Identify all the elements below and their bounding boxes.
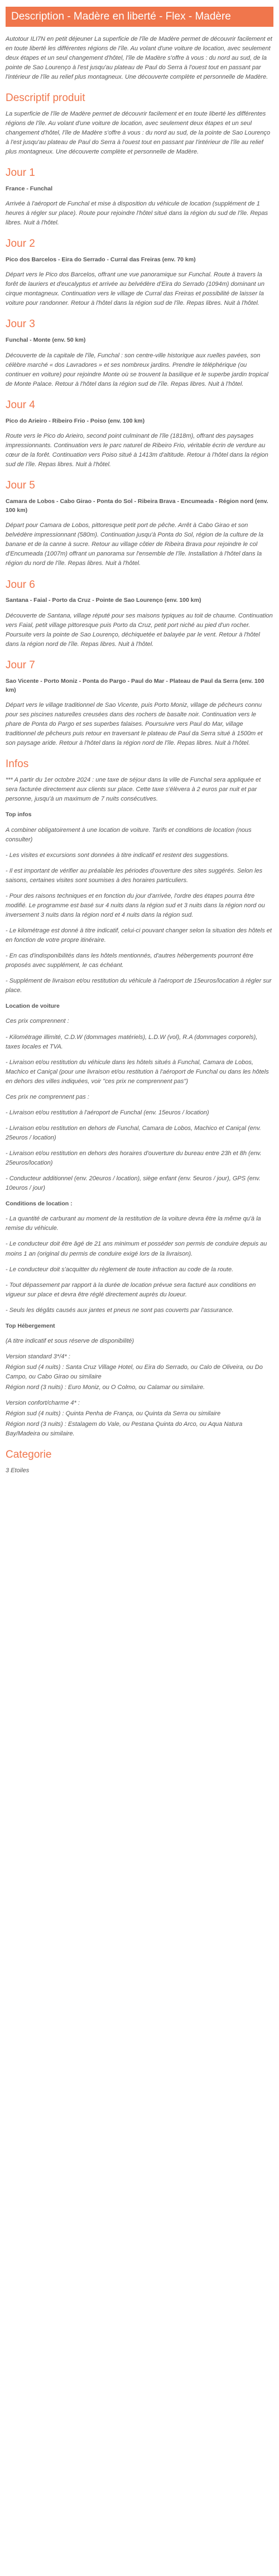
version-standard-block	[6, 1352, 273, 1392]
day-route: Pico dos Barcelos - Eira do Serrado - Curral das Freiras (env. 70 km)	[6, 256, 196, 264]
day-description: Départ vers le Pico dos Barcelos, offrant une vue panoramique sur Funchal. Route à travers la forêt de lauriers et d'eucalyptus et arrivée au belvédère d'Eira do Serrado (1094m) dominant un cirque montagneux. Continuation vers le village de Curral das Freiras et possibilité de laisser la voiture pour randonner. Retour à l'hôtel dans la région sud de l'île. Repas libres. Nuit à l'hôtel.	[6, 271, 265, 307]
day-heading: Jour 5	[6, 479, 35, 491]
info-bullet: - Le kilométrage est donné à titre indicatif, celui-ci pouvant changer selon la situation des hôtels et en fonction de votre propre itinéraire.	[6, 927, 272, 944]
condition-item: - Le conducteur doit être âgé de 21 ans minimum et posséder son permis de conduire depuis au moins 1 an (original du permis de conduire exigé lors de la livraison).	[6, 1241, 267, 1257]
day-description: Route vers le Pico do Arieiro, second point culminant de l'île (1818m), offrant des paysages impressionnants. Continuation vers le parc naturel de Ribeiro Frio, véritable écrin de verdure au cœur de la forêt. Continuation vers Poiso situé à 1413m d'altitude. Retour à l'hôtel dans la région sud de l'île. Repas libres. Nuit à l'hôtel.	[6, 432, 268, 468]
prix-ne-comprend-label: Ces prix ne comprennent pas :	[6, 1093, 89, 1100]
ne-comprend-item: - Livraison et/ou restitution en dehors de Funchal, Camara de Lobos, Machico et Caniçal (env. 25euros / location)	[6, 1124, 261, 1141]
version-standard-line: Région sud (4 nuits) : Santa Cruz Village Hotel, ou Eira do Serrado, ou Calo de Oliveira, ou Do Campo, ou Cabo Girao ou similaire	[6, 1364, 263, 1381]
location-label: Location de voiture	[6, 1003, 60, 1010]
version-standard-label: Version standard 3*/4* :	[6, 1353, 70, 1361]
prix-ne-comprend-list	[6, 1108, 273, 1193]
ne-comprend-item: - Conducteur additionnel (env. 20euros / location), siège enfant (env. 5euros / jour), GPS (env. 10euros / jour)	[6, 1175, 261, 1192]
top-infos-intro: A combiner obligatoirement à une location de voiture. Tarifs et conditions de location (nous consulter)	[6, 826, 252, 843]
day-heading: Jour 1	[6, 167, 35, 179]
intro-text: Autotour ILI7N en petit déjeuner La superficie de l'île de Madère permet de découvrir facilement et en toute liberté les différentes régions de l'île. Au volant d'une voiture de location, avec seulement deux étapes et un seul changement d'hôtel, l'île de Madère s'offre à vous : du nord au sud, de la pointe de Sao Lourenço à l'est jusqu'au plateau de Paul do Serra à l'ouest tout en passant par l'intérieur de l'île au relief plus montagneux. Une découverte complète et personnelle de Madère.	[6, 35, 272, 80]
day-route: Funchal - Monte (env. 50 km)	[6, 337, 86, 344]
prix-comprend-text: - Kilométrage illimité, C.D.W (dommages matériels), L.D.W (vol), R.A (dommages corporels), taxes locales et TVA.	[6, 1033, 258, 1050]
day-heading: Jour 6	[6, 578, 35, 591]
info-bullet: - Il est important de vérifier au préalable les périodes d'ouverture des sites suggérés. Selon les saisons, certaines visites sont soumises à des horaires particuliers.	[6, 867, 263, 884]
hebergement-label: Top Hébergement	[6, 1322, 55, 1329]
version-confort-block	[6, 1399, 273, 1439]
top-infos-list	[6, 851, 273, 996]
day-heading: Jour 2	[6, 238, 35, 250]
condition-item: - Tout dépassement par rapport à la durée de location prévue sera facturé aux conditions en vigueur sur place et devra être réglé directement auprès du loueur.	[6, 1281, 256, 1298]
day-heading: Jour 4	[6, 399, 35, 411]
conditions-label: Conditions de location :	[6, 1200, 73, 1208]
day-heading: Jour 3	[6, 318, 35, 331]
info-bullet: - En cas d'indisponibilités dans les hôtels mentionnés, d'autres hébergements pourront être proposés avec supplément, le cas échéant.	[6, 952, 253, 969]
info-bullet: - Supplément de livraison et/ou restitution du véhicule à l'aéroport de 15euros/location à régler sur place.	[6, 978, 272, 994]
day-description: Départ pour Camara de Lobos, pittoresque petit port de pêche. Arrêt à Cabo Girao et son belvédère impressionnant (580m). Continuation jusqu'à Ponta do Sol, région de la culture de la banane et de la canne à sucre. Retour au village côtier de Ribeira Brava pour rejoindre le col d'Encumeada (1007m) offrant un panorama sur l'ensemble de l'île. Installation à l'hôtel dans la région du nord de l'île. Repas libres. Nuit à l'hôtel.	[6, 522, 263, 567]
ne-comprend-item: - Livraison et/ou restitution en dehors des horaires d'ouverture du bureau entre 23h et 8h (env. 25euros/location)	[6, 1150, 262, 1166]
day-description: Découverte de la capitale de l'île, Funchal : son centre-ville historique aux ruelles pavées, son célèbre marché « dos Lavradores » et ses nombreux jardins. Prendre le téléphérique (ou continuer en voiture) pour rejoindre Monte où se trouvent la basilique et le superbe jardin tropical de Monte Palace. Retour à l'hôtel dans la région sud de l'île. Repas libres. Nuit à l'hôtel.	[6, 352, 268, 387]
day-route: Camara de Lobos - Cabo Girao - Ponta do Sol - Ribeira Brava - Encumeada - Région nord (env. 100 km)	[6, 497, 268, 514]
tax-notice: *** A partir du 1er octobre 2024 : une taxe de séjour dans la ville de Funchal sera appliquée et sera facturée directement aux clients sur place. Cette taxe s'élèvera à 2 euros par nuit et par personne, jusqu'à un maximum de 7 nuits consécutives.	[6, 777, 261, 803]
ne-comprend-item: - Livraison et/ou restitution à l'aéroport de Funchal (env. 15euros / location)	[6, 1109, 209, 1116]
livraison-text: - Livraison et/ou restitution du véhicule dans les hôtels situés à Funchal, Camara de Lobos, Machico et Caniçal (pour une livraison et/ou restitution à l'aéroport de Funchal ou dans les hôtels en dehors des villes indiquées, voir "ces prix ne comprennent pas")	[6, 1059, 269, 1085]
prix-comprend-label: Ces prix comprennent :	[6, 1018, 69, 1025]
condition-item: - Seuls les dégâts causés aux jantes et pneus ne sont pas couverts par l'assurance.	[6, 1306, 234, 1314]
categorie-value: 3 Etoiles	[6, 1467, 30, 1474]
version-confort-label: Version confort/charme 4* :	[6, 1400, 80, 1407]
version-confort-line: Région sud (4 nuits) : Quinta Penha de França, ou Quinta da Serra ou similaire	[6, 1410, 221, 1418]
day-route: France - Funchal	[6, 185, 53, 192]
version-standard-line: Région nord (3 nuits) : Euro Moniz, ou O Colmo, ou Calamar ou similaire.	[6, 1384, 205, 1391]
descriptif-text: La superficie de l'île de Madère permet de découvrir facilement et en toute liberté les différentes régions de l'île. Au volant d'une voiture de location, avec seulement deux étapes et un seul changement d'hôtel, l'île de Madère s'offre à vous : du nord au sud, de la pointe de Sao Lourenço à l'est jusqu'au plateau de Paul do Serra à l'ouest tout en passant par l'intérieur de l'île au relief plus montagneux. Une découverte complète et personnelle de Madère.	[6, 110, 271, 155]
condition-item: - La quantité de carburant au moment de la restitution de la voiture devra être la même qu'à la remise du véhicule.	[6, 1215, 261, 1232]
version-confort-line: Région nord (3 nuits) : Estalagem do Vale, ou Pestana Quinta do Arco, ou Aqua Natura Bay/Madeira ou similaire.	[6, 1421, 243, 1438]
day-route: Sao Vicente - Porto Moniz - Ponta do Pargo - Paul do Mar - Plateau de Paul da Serra (env. 100 km)	[6, 677, 264, 693]
day-heading: Jour 7	[6, 659, 35, 671]
descriptif-heading: Descriptif produit	[6, 92, 85, 104]
info-bullet: - Les visites et excursions sont données à titre indicatif et restent des suggestions.	[6, 851, 229, 859]
infos-heading: Infos	[6, 758, 29, 770]
page-title: Description - Madère en liberté - Flex - Madère	[6, 7, 273, 27]
day-description: Départ vers le village traditionnel de Sao Vicente, puis Porto Moniz, village de pêcheurs connu pour ses piscines naturelles creusées dans des rochers de basalte noir. Continuation vers le phare de Ponta do Pargo et ses superbes falaises. Poursuivre vers Paul do Mar, village traditionnel de pêcheurs puis retour en traversant le plateau de Paul da Serra situé à 1500m et son paysage aride. Retour à l'hôtel dans la région nord de l'île. Repas libres. Nuit à l'hôtel.	[6, 702, 263, 747]
day-description: Arrivée à l'aéroport de Funchal et mise à disposition du véhicule de location (supplément de 1 heures à régler sur place). Route pour rejoindre l'hôtel situé dans la région du sud de l'île. Repas libres. Nuit à l'hôtel.	[6, 200, 268, 227]
day-route: Santana - Faial - Porto da Cruz - Pointe de Sao Lourenço (env. 100 km)	[6, 597, 201, 604]
day-route: Pico do Arieiro - Ribeiro Frio - Poiso (env. 100 km)	[6, 417, 145, 424]
day-description: Découverte de Santana, village réputé pour ses maisons typiques au toit de chaume. Continuation vers Faial, petit village pittoresque puis Porto da Cruz, petit port niché au pied d'un rocher. Poursuite vers la pointe de Sao Lourenço, déchiquetée et balayée par le vent. Retour à l'hôtel dans la région nord de l'île. Repas libres. Nuit à l'hôtel.	[6, 612, 273, 648]
hebergement-note: (A titre indicatif et sous réserve de disponibilité)	[6, 1338, 134, 1345]
conditions-list	[6, 1214, 273, 1315]
info-bullet: - Pour des raisons techniques et en fonction du jour d'arrivée, l'ordre des étapes pourra être modifié. Le programme est basé sur 4 nuits dans la région sud et 3 nuits dans la région nord ou inversement 3 nuits dans la région nord et 4 nuits dans la région sud.	[6, 892, 265, 918]
categorie-heading: Categorie	[6, 1449, 52, 1461]
top-infos-label: Top infos	[6, 811, 32, 818]
itinerary	[6, 167, 273, 748]
condition-item: - Le conducteur doit s'acquitter du règlement de toute infraction au code de la route.	[6, 1266, 234, 1273]
